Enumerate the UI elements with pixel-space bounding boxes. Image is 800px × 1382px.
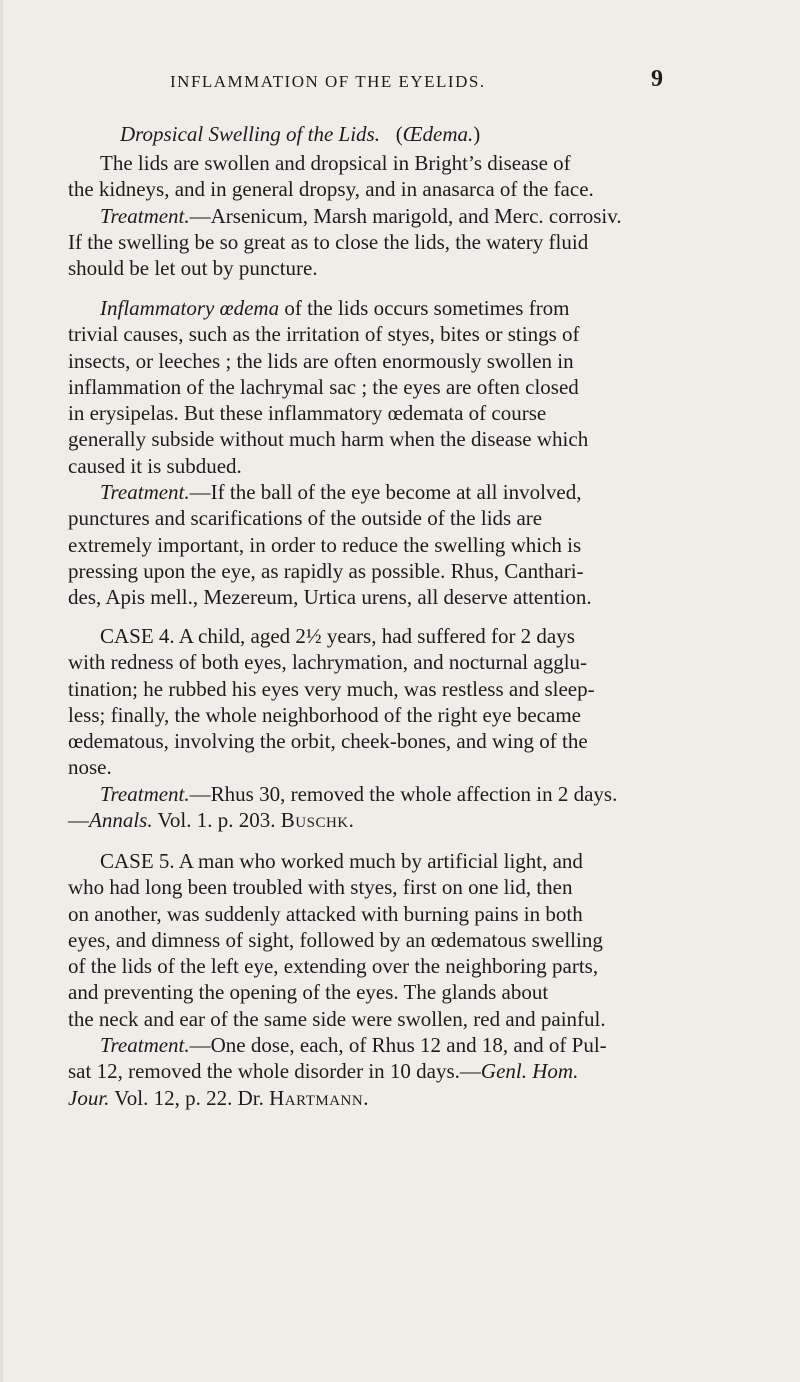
case5-treatment bbox=[68, 1032, 668, 1058]
case5-source-journal-2: Jour. bbox=[68, 1085, 110, 1110]
para1-treatment-line-2: If the swelling be so great as to close the lids, the watery fluid bbox=[68, 229, 589, 254]
para2-label: Inflammatory œdema bbox=[100, 296, 280, 320]
section-heading bbox=[120, 122, 480, 147]
page-edge bbox=[0, 0, 3, 1382]
para1-treatment bbox=[68, 203, 668, 229]
case4-line-6: nose. bbox=[68, 755, 112, 780]
case5-line-5: of the lids of the left eye, extending over the neighboring parts, bbox=[68, 954, 599, 979]
case5-source-ref: Vol. 12, p. 22. Dr. bbox=[109, 1085, 270, 1110]
treatment-label: Treatment. bbox=[100, 1033, 190, 1058]
case4-source bbox=[68, 807, 668, 833]
para2-line-4: inflammation of the lachrymal sac ; the eyes are often closed bbox=[68, 374, 579, 399]
treatment-label: Treatment. bbox=[100, 480, 190, 505]
para2-line-5: in erysipelas. But these inflammatory œdemata of course bbox=[68, 401, 547, 426]
para2-line-7: caused it is subdued. bbox=[68, 453, 242, 478]
para2-treatment-line-4: pressing upon the eye, as rapidly as possible. Rhus, Canthari- bbox=[68, 558, 584, 583]
case-4 bbox=[68, 623, 668, 833]
para1-line-1: The lids are swollen and dropsical in Bright’s disease of bbox=[100, 151, 571, 175]
case5-line-2: who had long been troubled with styes, first on one lid, then bbox=[68, 875, 573, 900]
para2-treatment bbox=[68, 479, 668, 505]
para2-treatment-line-1: —If the ball of the eye become at all involved, bbox=[189, 480, 582, 505]
para2-treatment-line-3: extremely important, in order to reduce the swelling which is bbox=[68, 532, 582, 557]
case5-line-1: CASE 5. A man who worked much by artificial light, and bbox=[100, 849, 583, 873]
case5-line-7: the neck and ear of the same side were swollen, red and painful. bbox=[68, 1006, 606, 1031]
para1-treatment-line-3: should be let out by puncture. bbox=[68, 256, 318, 281]
case5-line-4: eyes, and dimness of sight, followed by an œdematous swelling bbox=[68, 927, 603, 952]
case5-line-3: on another, was suddenly attacked with burning pains in both bbox=[68, 901, 583, 926]
running-title: INFLAMMATION OF THE EYELIDS. bbox=[170, 72, 486, 91]
para2-line-6: generally subside without much harm when the disease which bbox=[68, 427, 589, 452]
case4-source-author: Buschk. bbox=[280, 808, 355, 833]
case4-treatment bbox=[68, 781, 668, 807]
treatment-label: Treatment. bbox=[100, 781, 190, 806]
para1-treatment-line-1: —Arsenicum, Marsh marigold, and Merc. corrosiv. bbox=[189, 203, 622, 228]
case5-source bbox=[68, 1085, 668, 1111]
para2-line-1-text: of the lids occurs sometimes from bbox=[279, 296, 570, 320]
para2-treatment-line-5: des, Apis mell., Mezereum, Urtica urens, all deserve attention. bbox=[68, 585, 592, 610]
paragraph-dropsical bbox=[68, 150, 668, 281]
section-title: Dropsical Swelling of the Lids. bbox=[120, 122, 380, 146]
case4-line-4: less; finally, the whole neighborhood of the right eye became bbox=[68, 702, 581, 727]
treatment-label: Treatment. bbox=[100, 203, 190, 228]
para2-line-2: trivial causes, such as the irritation of styes, bites or stings of bbox=[68, 322, 580, 347]
paragraph-inflammatory-oedema bbox=[68, 295, 668, 611]
para1-line-2: the kidneys, and in general dropsy, and in anasarca of the face. bbox=[68, 177, 594, 202]
case5-line-6: and preventing the opening of the eyes. The glands about bbox=[68, 980, 549, 1005]
case5-treatment-line-1: —One dose, each, of Rhus 12 and 18, and of Pul- bbox=[189, 1033, 607, 1058]
case5-source-journal-1: Genl. Hom. bbox=[480, 1059, 579, 1084]
case4-line-5: œdematous, involving the orbit, cheek-bones, and wing of the bbox=[68, 729, 588, 754]
para2-treatment-line-2: punctures and scarifications of the outside of the lids are bbox=[68, 506, 543, 531]
case5-source-author: Hartmann. bbox=[269, 1085, 369, 1110]
case4-line-1: CASE 4. A child, aged 2½ years, had suffered for 2 days bbox=[100, 624, 575, 648]
para2-line-1 bbox=[68, 295, 668, 321]
paren-close: ) bbox=[473, 122, 481, 146]
case5-treatment-line-2 bbox=[68, 1058, 668, 1084]
case4-source-ref: Vol. 1. p. 203. bbox=[152, 808, 281, 833]
case4-source-journal: Annals. bbox=[89, 808, 153, 833]
case4-source-dash: — bbox=[68, 808, 89, 833]
case5-treatment-line-2-text: sat 12, removed the whole disorder in 10 days.— bbox=[68, 1059, 481, 1084]
paren-open: ( bbox=[395, 122, 403, 146]
page-number: 9 bbox=[651, 66, 663, 92]
para2-line-3: insects, or leeches ; the lids are often enormously swollen in bbox=[68, 348, 574, 373]
section-term: Œdema. bbox=[402, 122, 474, 146]
case4-treatment-text: —Rhus 30, removed the whole affection in 2 days. bbox=[189, 781, 618, 806]
case4-line-3: tination; he rubbed his eyes very much, was restless and sleep- bbox=[68, 676, 595, 701]
case-5 bbox=[68, 848, 668, 1111]
case4-line-2: with redness of both eyes, lachrymation, and nocturnal agglu- bbox=[68, 650, 588, 675]
